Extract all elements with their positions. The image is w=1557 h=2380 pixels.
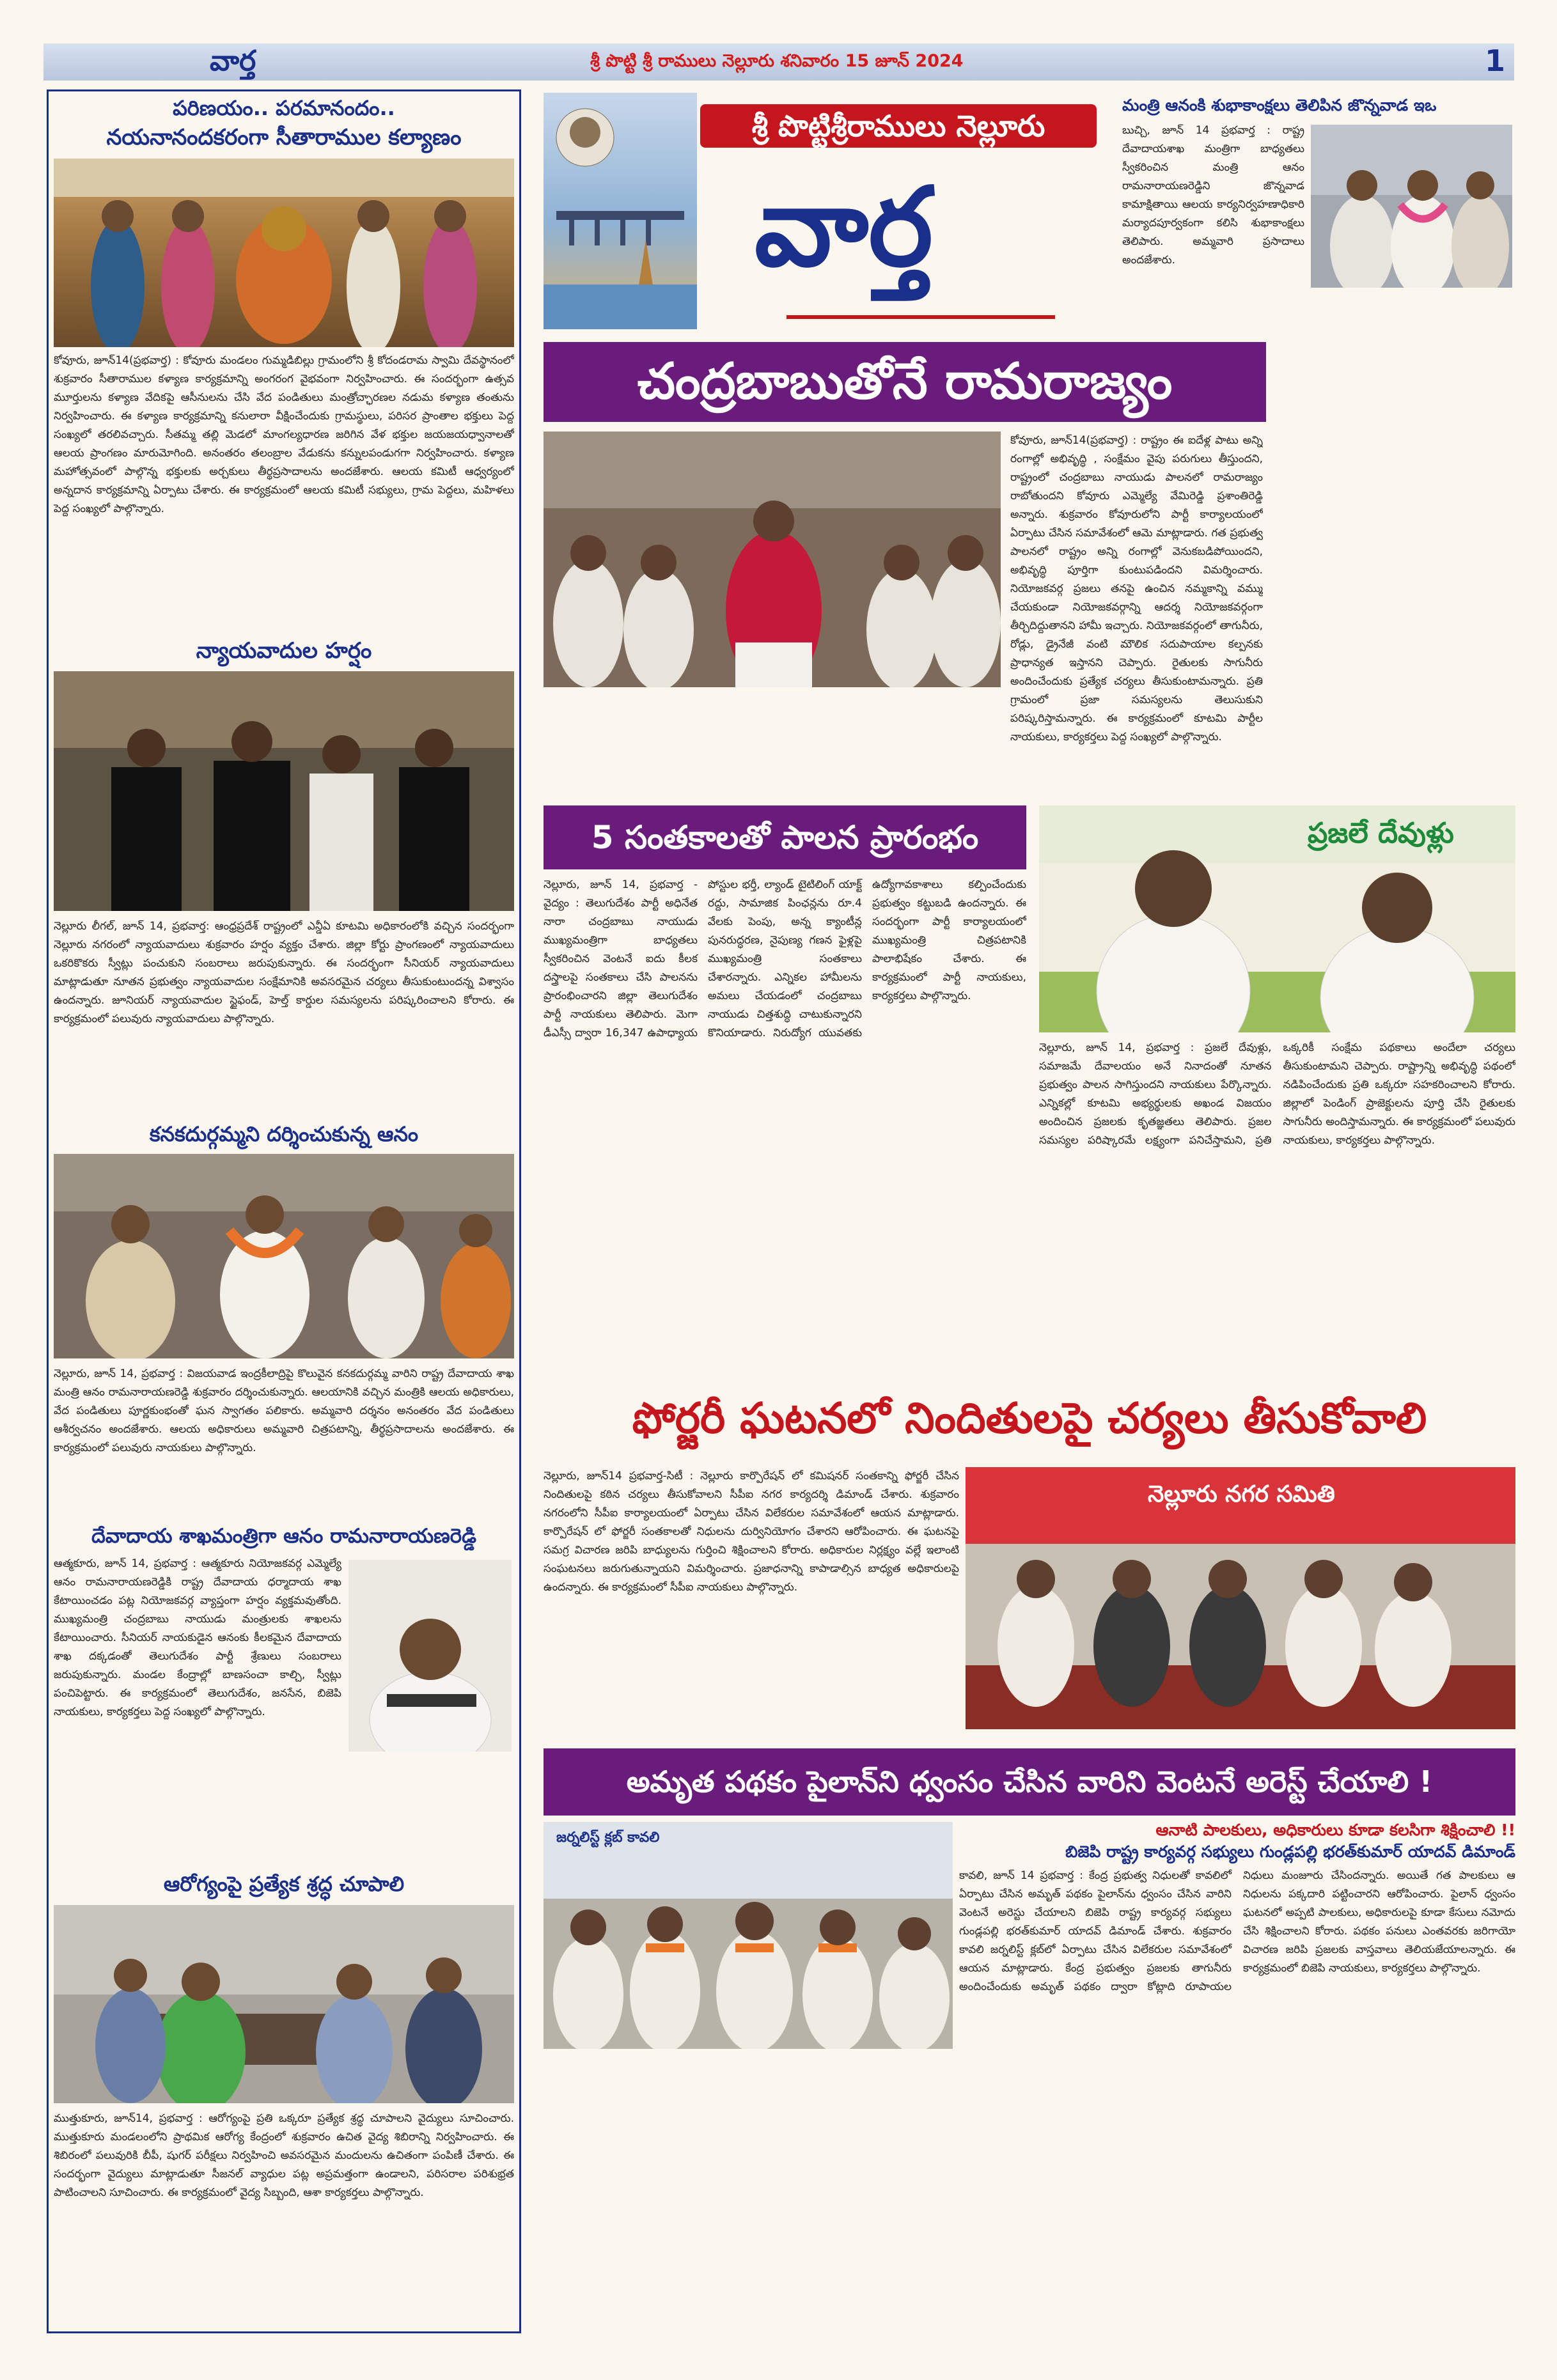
kalyanam-photo-figures — [54, 159, 514, 347]
sig-heading: 5 సంతకాలతో పాలన ప్రారంభం — [591, 819, 979, 856]
lawyers-body: నెల్లూరు లీగల్, జూన్ 14, ప్రభవార్త: ఆంధ్రప్రదేశ్ రాష్ట్రంలో ఎన్డీఏ కూటమి అధికారంలోకి వచ్చిన సందర్భంగా నెల్లూరు నగరంలో న్యాయవాదులు శుక్రవారం హర్షం వ్యక్తం చేశారు. జిల్లా కోర్టు ప్రాంగణంలో న్యాయవాదులు ఒకరికొకరు స్వీట్లు పంచుకుని సంబరాలు జరుపుకున్నారు. ఈ సందర్భంగా సీనియర్ న్యాయవాదులు మాట్లాడుతూ నూతన ప్రభుత్వం న్యాయవాదుల సంక్షేమానికి అవసరమైన చర్యలు తీసుకుంటుందన్న విశ్వాసం ఉందన్నారు. జూనియర్ న్యాయవాదుల స్టైఫండ్, హెల్త్ కార్డుల సమస్యలను పరిష్కరించాలని కోరారు. ఈ కార్యక్రమంలో పలువురు న్యాయవాదులు పాల్గొన్నారు. — [54, 920, 514, 1025]
lead-heading: చంద్రబాబుతోనే రామరాజ్యం — [637, 353, 1173, 410]
lead-photo — [544, 432, 1001, 687]
masthead-edition: శ్రీ పొట్టిశ్రీరాములు నెల్లూరు — [700, 104, 1097, 148]
endowment-body-1: ఆత్మకూరు, జూన్ 14, ప్రభవార్త : ఆత్మకూరు నియోజకవర్గ ఎమ్మెల్యే ఆనం రామనారాయణరెడ్డికి రాష్ట్ర దేవాదాయ ధర్మాదాయ శాఖ కేటాయించడం పట్ల నియోజకవర్గ వ్యాప్తంగా హర్షం వ్యక్తమవుతోంది. ముఖ్యమంత్రి చంద్రబాబు నాయుడు మంత్రులకు శాఖలను కేటాయించారు. సీనియర్ నాయకుడైన ఆనంకు కీలకమైన దేవాదాయ శాఖ దక్కడంతో తెలుగుదేశం పార్టీ శ్రేణులు సంబరాలు జరుపుకున్నారు. మండల కేంద్రాల్లో బాణసంచా కాల్చి, స్వీట్లు పంచిపెట్టారు. ఈ కార్యక్రమంలో తెలుగుదేశం, జనసేన, బిజెపి నాయకులు, కార్యకర్తలు పెద్ద సంఖ్యలో పాల్గొన్నారు. — [54, 1557, 341, 1718]
top-mast: వార్త — [210, 45, 256, 77]
dateline: శ్రీ పొట్టి శ్రీ రాములు నెల్లూరు శనివారం 15 జూన్ 2024 — [590, 51, 964, 71]
kalyanam-photo — [54, 159, 514, 347]
durga-heading: కనకదుర్గమ్మని దర్శించుకున్న ఆనం — [149, 1122, 419, 1146]
health-photo — [54, 1905, 514, 2103]
amrut-body: కావలి, జూన్ 14 ప్రభవార్త : కేంద్ర ప్రభుత్వ నిధులతో కావలిలో ఏర్పాటు చేసిన అమృత్ పథకం పైలాన్‌ను ధ్వంసం చేసిన వారిని వెంటనే అరెస్టు చేయాలని బిజెపి రాష్ట్ర కార్యవర్గ సభ్యులు గుండ్లపల్లి భరత్‌కుమార్ యాదవ్ డిమాండ్ చేశారు. శుక్రవారం కావలి జర్నలిస్ట్ క్లబ్‌లో ఏర్పాటు చేసిన విలేకరుల సమావేశంలో ఆయన మాట్లాడారు. కేంద్ర ప్రభుత్వం ప్రజలకు తాగునీరు అందించేందుకు అమృత్ పథకం ద్వారా కోట్లాది రూపాయల నిధులు మంజూరు చేసిందన్నారు. అయితే గత పాలకులు ఆ నిధులను పక్కదారి పట్టించారని ఆరోపించారు. పైలాన్ ధ్వంసం ఘటనలో అప్పటి పాలకులు, అధికారులపై కూడా కేసులు నమోదు చేసి శిక్షించాలని కోరారు. పథకం పనులు ఎంతవరకు జరిగాయో విచారణ జరిపి ప్రజలకు వాస్తవాలు తెలియజేయాలన్నారు. ఈ కార్యక్రమంలో బిజెపి నాయకులు, కార్యకర్తలు పాల్గొన్నారు. — [959, 1869, 1515, 1993]
health-photo-figures — [54, 1905, 514, 2103]
amrut-photo — [544, 1822, 953, 2049]
durga-photo-figures — [54, 1154, 514, 1358]
endowment-photo — [348, 1560, 512, 1752]
jonna-photo — [1311, 125, 1512, 288]
lead-body-right — [1272, 342, 1515, 770]
amrut-sub2: బిజెపి రాష్ట్ర కార్యవర్గ సభ్యులు గుండ్లపల్లి భరత్‌కుమార్ యాదవ్ డిమాండ్ — [1065, 1842, 1515, 1861]
page-number: 1 — [1485, 43, 1506, 78]
forgery-photo — [966, 1467, 1515, 1729]
jonna-photo-figures — [1311, 125, 1512, 288]
forgery-body: నెల్లూరు, జూన్14 ప్రభవార్త-సిటీ : నెల్లూరు కార్పొరేషన్ లో కమిషనర్ సంతకాన్ని ఫోర్జరీ చేసిన నిందితులపై కఠిన చర్యలు తీసుకోవాలని సీపీఐ నగర కార్యదర్శి డిమాండ్ చేశారు. శుక్రవారం నగరంలోని సీపీఐ కార్యాలయంలో ఏర్పాటు చేసిన విలేకరుల సమావేశంలో ఆయన మాట్లాడారు. కార్పొరేషన్ లో ఫోర్జరీ సంతకాలతో నిధులను దుర్వినియోగం చేశారని ఆరోపించారు. ఈ ఘటనపై సమగ్ర విచారణ జరిపి బాధ్యులను గుర్తించి శిక్షించాలని కోరారు. అధికారుల నిర్లక్ష్యం వల్లే ఇలాంటి సంఘటనలు జరుగుతున్నాయని విమర్శించారు. ప్రజాధనాన్ని కాపాడాల్సిన బాధ్యత అధికారులపై ఉందన్నారు. ఈ కార్యక్రమంలో సీపీఐ నాయకులు పాల్గొన్నారు. — [544, 1470, 959, 1594]
amrut-heading-band — [544, 1748, 1515, 1816]
masthead-collage-art — [544, 93, 697, 329]
masthead — [544, 93, 1103, 332]
praja-body: నెల్లూరు, జూన్ 14, ప్రభవార్త : ప్రజలే దేవుళ్లు, సమాజమే దేవాలయం అనే నినాదంతో నూతన ప్రభుత్వం పాలన సాగిస్తుందని నాయకులు పేర్కొన్నారు. ఎన్నికల్లో కూటమి అభ్యర్థులకు అఖండ విజయం అందించిన ప్రజలకు కృతజ్ఞతలు తెలిపారు. ప్రజల సమస్యల పరిష్కారమే లక్ష్యంగా పనిచేస్తామని, ప్రతి ఒక్కరికీ సంక్షేమ పథకాలు అందేలా చర్యలు తీసుకుంటామని చెప్పారు. రాష్ట్రాన్ని అభివృద్ధి పథంలో నడిపించేందుకు ప్రతి ఒక్కరూ సహకరించాలని కోరారు. జిల్లాలో పెండింగ్ ప్రాజెక్టులను పూర్తి చేసి రైతులకు సాగునీరు అందిస్తామన్నారు. ఈ కార్యక్రమంలో పలువురు నాయకులు, కార్యకర్తలు పాల్గొన్నారు. — [1039, 1041, 1515, 1147]
amrut-body-2 — [544, 2055, 953, 2333]
amrut-sub1: ఆనాటి పాలకులు, అధికారులు కూడా కలసిగా శిక్షించాలి !! — [1155, 1821, 1515, 1839]
lead-heading-band — [544, 342, 1266, 422]
masthead-underline — [786, 315, 1055, 319]
kalyanam-heading-1: పరిణయం.. పరమానందం.. — [173, 96, 395, 120]
endowment-body-2 — [54, 1748, 514, 1870]
lead-photo-figures — [544, 432, 1001, 687]
praja-banner: ప్రజలే దేవుళ్లు — [1308, 817, 1454, 850]
jonna-heading: మంత్రి ఆనంకి శుభాకాంక్షలు తెలిపిన జొన్నవాడ ఇఒ — [1122, 96, 1437, 114]
durga-body: నెల్లూరు, జూన్ 14, ప్రభవార్త : విజయవాడ ఇంద్రకీలాద్రిపై కొలువైన కనకదుర్గమ్మ వారిని రాష్ట్ర దేవాదాయ శాఖ మంత్రి ఆనం రామనారాయణరెడ్డి శుక్రవారం దర్శించుకున్నారు. ఆలయానికి వచ్చిన మంత్రికి ఆలయ అధికారులు, వేద పండితులు పూర్ణకుంభంతో ఘన స్వాగతం పలికారు. అమ్మవారి దర్శనం అనంతరం వేద పండితులు ఆశీర్వచనం అందజేశారు. ఆలయ అధికారులు అమ్మవారి చిత్రపటాన్ని, తీర్థప్రసాదాలను అందజేశారు. ఈ కార్యక్రమంలో పలువురు నాయకులు పాల్గొన్నారు. — [54, 1367, 514, 1454]
jonna-body: బుచ్చి, జూన్ 14 ప్రభవార్త : రాష్ట్ర దేవాదాయశాఖ మంత్రిగా బాధ్యతలు స్వీకరించిన మంత్రి ఆనం రామనారాయణరెడ్డిని జొన్నవాడ కామాక్షితాయి ఆలయ కార్యనిర్వహణాధికారి మర్యాదపూర్వకంగా కలిసి శుభాకాంక్షలు తెలిపారు. అమ్మవారి ప్రసాదాలు అందజేశారు. — [1122, 124, 1304, 267]
lead-body-photo-side — [544, 694, 1001, 770]
masthead-collage — [544, 93, 697, 329]
kalyanam-heading-2: నయనానందకరంగా సీతారాముల కల్యాణం — [106, 125, 462, 150]
durga-photo — [54, 1154, 514, 1358]
kalyanam-body: కోవూరు, జూన్14(ప్రభవార్త) : కోవూరు మండలం గుమ్మడిబిల్లు గ్రామంలోని శ్రీ కోదండరామ స్వామి దేవస్థానంలో శుక్రవారం సీతారాముల కళ్యాణ కార్యక్రమాన్ని అంగరంగ వైభవంగా నిర్వహించారు. ఈ సందర్భంగా ఉత్సవ మూర్తులను కళ్యాణ వేదికపై ఆసీనులను చేసి వేద పండితులు మంత్రోచ్ఛారణల నడుమ కళ్యాణ తంతును నిర్వహించారు. ఈ కళ్యాణ కార్యక్రమాన్ని కనులారా వీక్షించేందుకు గ్రామస్థులు, పరిసర ప్రాంతాల భక్తులు పెద్ద సంఖ్యలో తరలివచ్చారు. సీతమ్మ తల్లి మెడలో మాంగల్యధారణ జరిగిన వేళ భక్తుల జయజయధ్వానాలతో ఆలయ ప్రాంగణం మారుమోగింది. అనంతరం తలంబ్రాల వేడుకను కన్నులపండుగగా నిర్వహించారు. కళ్యాణ మహోత్సవంలో పాల్గొన్న భక్తులకు అర్చకులు తీర్థప్రసాదాలను అందజేశారు. ఆలయ కమిటీ ఆధ్వర్యంలో అన్నదాన కార్యక్రమాన్ని ఏర్పాటు చేశారు. ఈ కార్యక్రమంలో ఆలయ కమిటీ సభ్యులు, గ్రామ పెద్దలు, మహిళలు పెద్ద సంఖ్యలో పాల్గొన్నారు. — [54, 354, 514, 515]
sig-heading-band — [544, 805, 1026, 869]
lawyers-photo — [54, 671, 514, 911]
endowment-heading: దేవాదాయ శాఖమంత్రిగా ఆనం రామనారాయణరెడ్డి — [91, 1525, 477, 1548]
lead-body: కోవూరు, జూన్14(ప్రభవార్త) : రాష్ట్రం ఈ ఐదేళ్ల పాటు అన్ని రంగాల్లో అభివృద్ధి , సంక్షేమం వైపు పరుగులు తీస్తుందని, రాష్ట్రంలో చంద్రబాబు నాయుడు పాలనలో రామరాజ్యం రాబోతుందని కోవూరు ఎమ్మెల్యే వేమిరెడ్డి ప్రశాంతిరెడ్డి అన్నారు. శుక్రవారం కోవూరులోని పార్టీ కార్యాలయంలో ఏర్పాటు చేసిన సమావేశంలో ఆమె మాట్లాడారు. గత ప్రభుత్వ పాలనలో రాష్ట్రం అన్ని రంగాల్లో వెనుకబడిపోయిందని, అభివృద్ధి పూర్తిగా కుంటుపడిందని విమర్శించారు. నియోజకవర్గ ప్రజలు తనపై ఉంచిన నమ్మకాన్ని వమ్ము చేయకుండా నియోజకవర్గాన్ని ఆదర్శ నియోజకవర్గంగా తీర్చిదిద్దుతానని హామీ ఇచ్చారు. నియోజకవర్గంలో తాగునీరు, రోడ్లు, డ్రైనేజీ వంటి మౌలిక సదుపాయాల కల్పనకు ప్రాధాన్యత ఇస్తానని చెప్పారు. రైతులకు సాగునీరు అందించేందుకు ప్రత్యేక చర్యలు తీసుకుంటామన్నారు. ప్రతి గ్రామంలో ప్రజా సమస్యలను తెలుసుకుని పరిష్కరిస్తామన్నారు. ఈ కార్యక్రమంలో కూటమి పార్టీల నాయకులు, కార్యకర్తలు పెద్ద సంఖ్యలో పాల్గొన్నారు. — [1010, 434, 1263, 743]
forgery-heading: ఫోర్జరీ ఘటనలో నిందితులపై చర్యలు తీసుకోవాలి — [632, 1394, 1427, 1443]
amrut-heading: అమృత పథకం పైలాన్‌ని ధ్వంసం చేసిన వారిని వెంటనే అరెస్ట్ చేయాలి ! — [626, 1764, 1433, 1799]
health-heading: ఆరోగ్యంపై ప్రత్యేక శ్రద్ధ చూపాలి — [163, 1872, 405, 1896]
amrut-banner: జర్నలిస్ట్ క్లబ్ కావలి — [556, 1830, 660, 1846]
health-body: ముత్తుకూరు, జూన్14, ప్రభవార్త : ఆరోగ్యంపై ప్రతి ఒక్కరూ ప్రత్యేక శ్రద్ధ చూపాలని వైద్యులు సూచించారు. ముత్తుకూరు మండలంలోని ప్రాథమిక ఆరోగ్య కేంద్రంలో శుక్రవారం ఉచిత వైద్య శిబిరాన్ని నిర్వహించారు. ఈ శిబిరంలో పలువురికి బీపీ, షుగర్ పరీక్షలు నిర్వహించి అవసరమైన మందులను ఉచితంగా పంపిణీ చేశారు. ఈ సందర్భంగా వైద్యులు మాట్లాడుతూ సీజనల్ వ్యాధుల పట్ల అప్రమత్తంగా ఉండాలని, పరిసరాల పరిశుభ్రత పాటించాలని సూచించారు. ఈ కార్యక్రమంలో వైద్య సిబ్బంది, ఆశా కార్యకర్తలు పాల్గొన్నారు. — [54, 2112, 514, 2199]
sig-body: నెల్లూరు, జూన్ 14, ప్రభవార్త - వైద్యం : తెలుగుదేశం పార్టీ అధినేత నారా చంద్రబాబు నాయుడు ముఖ్యమంత్రిగా బాధ్యతలు స్వీకరించిన వెంటనే ఐదు కీలక దస్త్రాలపై సంతకాలు చేసి పాలనను ప్రారంభించారని జిల్లా తెలుగుదేశం పార్టీ నాయకులు తెలిపారు. మెగా డీఎస్సీ ద్వారా 16,347 ఉపాధ్యాయ పోస్టుల భర్తీ, ల్యాండ్ టైటిలింగ్ యాక్ట్ రద్దు, సామాజిక పింఛన్లను రూ.4 వేలకు పెంపు, అన్న క్యాంటీన్ల పునరుద్ధరణ, నైపుణ్య గణన ఫైళ్లపై ముఖ్యమంత్రి సంతకాలు చేశారన్నారు. ఎన్నికల హామీలను అమలు చేయడంలో చంద్రబాబు నాయుడు చిత్తశుద్ధి చాటుకున్నారని కొనియాడారు. నిరుద్యోగ యువతకు ఉద్యోగావకాశాలు కల్పించేందుకు ప్రభుత్వం కట్టుబడి ఉందన్నారు. ఈ సందర్భంగా పార్టీ కార్యాలయంలో ముఖ్యమంత్రి చిత్రపటానికి పాలాభిషేకం చేశారు. ఈ కార్యక్రమంలో పార్టీ నాయకులు, కార్యకర్తలు పాల్గొన్నారు. — [544, 878, 1026, 1039]
lawyers-photo-figures — [54, 671, 514, 911]
top-bar — [43, 43, 1514, 81]
endowment-photo-figure — [348, 1560, 512, 1752]
masthead-title: వార్త — [755, 163, 933, 291]
amrut-photo-figures — [544, 1822, 953, 2049]
forgery-banner: నెల్లూరు నగర సమితి — [1148, 1481, 1335, 1507]
lawyers-heading: న్యాయవాదుల హర్షం — [196, 638, 372, 664]
jonna-body-2 — [1122, 293, 1515, 332]
praja-photo — [1039, 805, 1515, 1032]
